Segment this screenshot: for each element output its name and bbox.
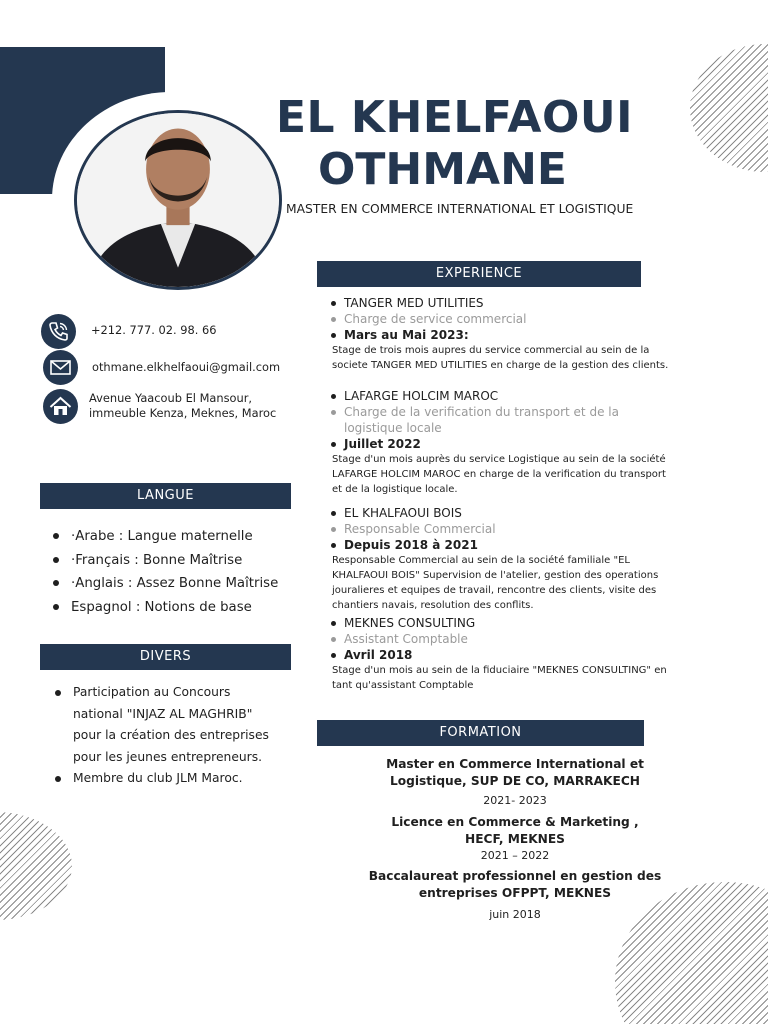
address xyxy=(89,391,276,421)
divers-line: pour les jeunes entrepreneurs. xyxy=(73,749,263,764)
description-line: Responsable Commercial au sein de la société familiale "EL xyxy=(332,555,630,566)
formation-title-line: Master en Commerce International et xyxy=(386,757,644,771)
list-item xyxy=(53,682,303,768)
decorative-hatch-circle-top-right xyxy=(690,44,768,172)
formation-date: 2021 – 2022 xyxy=(480,849,550,862)
experience-section-header: EXPERIENCE xyxy=(317,261,641,287)
divers-section-header: DIVERS xyxy=(40,644,291,670)
experience-entry xyxy=(330,295,702,373)
phone-number: +212. 777. 02. 98. 66 xyxy=(91,323,217,337)
list-item: ·Anglais : Assez Bonne Maîtrise xyxy=(51,572,311,596)
experience-description xyxy=(330,663,702,693)
experience-company: EL KHALFAOUI BOIS xyxy=(330,505,702,521)
formation-entry xyxy=(330,756,700,809)
formation-title-line: Logistique, SUP DE CO, MARRAKECH xyxy=(390,774,640,788)
role-line: logistique locale xyxy=(344,421,442,435)
formation-title-line: HECF, MEKNES xyxy=(465,832,565,846)
home-icon xyxy=(43,389,78,424)
address-line-1: Avenue Yaacoub El Mansour, xyxy=(89,391,253,405)
phone-icon xyxy=(41,314,76,349)
experience-company: MEKNES CONSULTING xyxy=(330,615,702,631)
formation-title-line: entreprises OFPPT, MEKNES xyxy=(418,886,612,900)
address-line-2: immeuble Kenza, Meknes, Maroc xyxy=(89,406,277,420)
formation-entry xyxy=(330,868,700,923)
formation-entry xyxy=(330,814,700,864)
divers-line: national "INJAZ AL MAGHRIB" xyxy=(73,706,253,721)
experience-entry xyxy=(330,615,702,693)
description-line: Stage d'un mois au sein de la fiduciaire "MEKNES CONSULTING" en xyxy=(332,665,667,676)
experience-company: LAFARGE HOLCIM MAROC xyxy=(330,388,702,404)
experience-description xyxy=(330,452,702,497)
formation-title-line: Licence en Commerce & Marketing , xyxy=(391,815,639,829)
experience-description xyxy=(330,343,702,373)
formation-section-header: FORMATION xyxy=(317,720,644,746)
list-item: Membre du club JLM Maroc. xyxy=(53,768,303,790)
experience-role xyxy=(330,404,702,436)
description-line: jouralieres et equipes de travail, rencontre des clients, visite des xyxy=(332,585,657,596)
mail-icon xyxy=(43,350,78,385)
langue-list xyxy=(51,525,311,619)
formation-date: 2021- 2023 xyxy=(483,794,547,807)
experience-period: Juillet 2022 xyxy=(330,436,702,452)
description-line: Stage d'un mois auprès du service Logistique au sein de la société xyxy=(332,454,666,465)
divers-line: Participation au Concours xyxy=(73,685,231,699)
list-item: ·Français : Bonne Maîtrise xyxy=(51,549,311,573)
experience-period: Depuis 2018 à 2021 xyxy=(330,537,702,553)
experience-description xyxy=(330,553,702,613)
experience-period: Avril 2018 xyxy=(330,647,702,663)
person-portrait-icon xyxy=(77,113,279,287)
description-line: chantiers navais, resolution des conflits. xyxy=(332,600,534,611)
description-line: LAFARGE HOLCIM MAROC en charge de la verification du transport xyxy=(332,469,666,480)
experience-role: Assistant Comptable xyxy=(330,631,702,647)
email-address: othmane.elkhelfaoui@gmail.com xyxy=(92,360,281,374)
profile-photo xyxy=(74,110,282,290)
list-item: Espagnol : Notions de base xyxy=(51,596,311,620)
experience-role: Charge de service commercial xyxy=(330,311,702,327)
experience-company: TANGER MED UTILITIES xyxy=(330,295,702,311)
formation-title-line: Baccalaureat professionnel en gestion des xyxy=(368,869,662,883)
list-item: ·Arabe : Langue maternelle xyxy=(51,525,311,549)
description-line: Stage de trois mois aupres du service commercial au sein de la xyxy=(332,345,650,356)
description-line: et de la logistique locale. xyxy=(332,484,458,495)
experience-role: Responsable Commercial xyxy=(330,521,702,537)
name-first-line: EL KHELFAOUI xyxy=(276,92,633,143)
experience-entry xyxy=(330,388,702,497)
langue-section-header: LANGUE xyxy=(40,483,291,509)
name-second-line: OTHMANE xyxy=(318,144,567,195)
description-line: KHALFAOUI BOIS" Supervision de l'atelier, gestion des operations xyxy=(332,570,659,581)
divers-line: pour la création des entreprises xyxy=(73,728,269,742)
decorative-hatch-circle-bottom-left xyxy=(0,812,72,920)
formation-date: juin 2018 xyxy=(489,908,541,921)
experience-entry xyxy=(330,505,702,613)
description-line: tant qu'assistant Comptable xyxy=(332,680,474,691)
divers-list xyxy=(53,682,303,790)
headline-title: MASTER EN COMMERCE INTERNATIONAL ET LOGISTIQUE xyxy=(286,202,634,216)
description-line: societe TANGER MED UTILITIES en charge de la gestion des clients. xyxy=(332,360,669,371)
experience-period: Mars au Mai 2023: xyxy=(330,327,702,343)
role-line: Charge de la verification du transport et de la xyxy=(344,405,619,419)
